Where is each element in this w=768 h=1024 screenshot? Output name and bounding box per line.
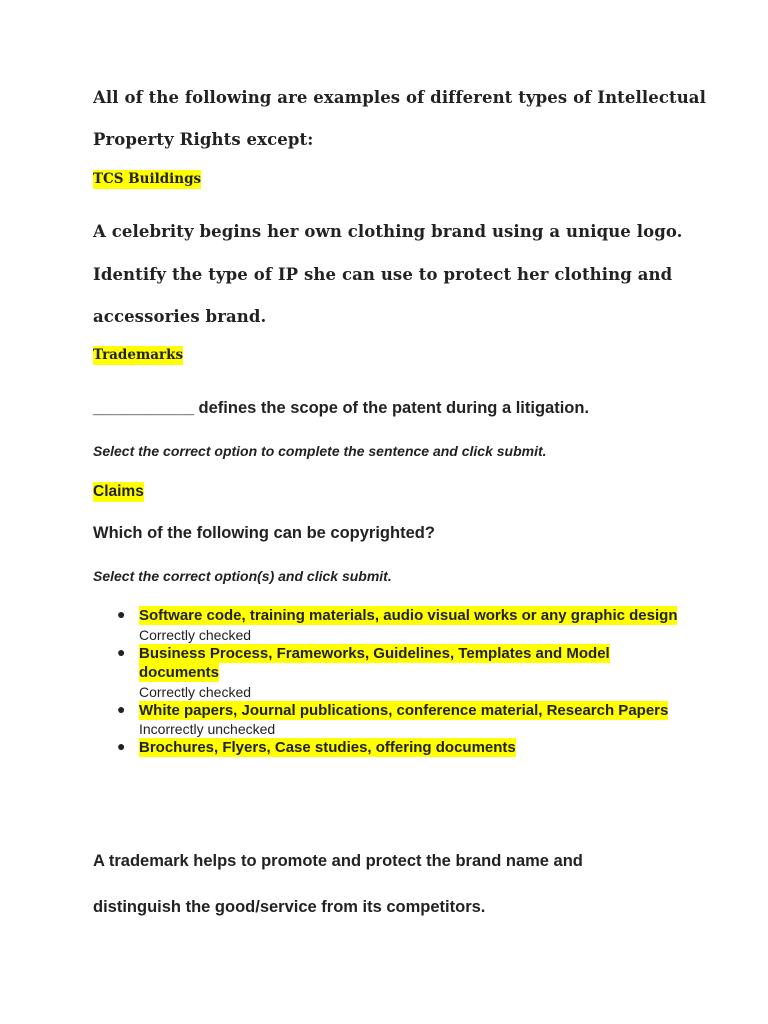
answer-3: [93, 483, 144, 501]
answer-2-highlight: Trademarks: [93, 347, 184, 363]
statement-5-line-1: A trademark helps to promote and protect the brand name and: [93, 852, 583, 870]
list-item: [93, 606, 693, 644]
question-1-line-1: All of the following are examples of different types of Intellectual: [93, 88, 706, 107]
answer-1: [93, 171, 201, 187]
bullet-icon: ●: [117, 740, 126, 755]
question-2-line-2: Identify the type of IP she can use to protect her clothing and: [93, 265, 673, 284]
list-item: [93, 738, 693, 758]
option-text: Brochures, Flyers, Case studies, offering documents: [139, 739, 516, 756]
question-2-line-3: accessories brand.: [93, 307, 267, 326]
answer-1-highlight: TCS Buildings: [93, 171, 202, 187]
option-text: Business Process, Frameworks, Guidelines, Templates and Model documents: [139, 644, 610, 681]
bullet-icon: ●: [117, 608, 126, 623]
list-item: [93, 701, 693, 739]
option-text: Software code, training materials, audio visual works or any graphic design: [139, 607, 678, 624]
option-status: Correctly checked: [139, 626, 252, 643]
question-3-instruction: Select the correct option to complete the sentence and click submit.: [93, 443, 547, 459]
bullet-icon: ●: [117, 702, 126, 718]
answer-3-highlight: Claims: [93, 483, 144, 500]
question-3: ___________ defines the scope of the patent during a litigation.: [93, 399, 590, 417]
options-list: [93, 606, 693, 758]
option-status: Correctly checked: [139, 683, 252, 700]
question-4-instruction: Select the correct option(s) and click submit.: [93, 568, 392, 584]
question-2-line-1: A celebrity begins her own clothing brand using a unique logo.: [93, 222, 683, 241]
answer-2: [93, 347, 183, 363]
list-item: [93, 644, 693, 701]
question-1-line-2: Property Rights except:: [93, 130, 314, 149]
option-status: Incorrectly unchecked: [139, 721, 276, 737]
bullet-icon: ●: [117, 645, 126, 661]
option-text: White papers, Journal publications, conference material, Research Papers: [139, 701, 669, 719]
question-4: Which of the following can be copyrighted?: [93, 524, 435, 542]
statement-5-line-2: distinguish the good/service from its competitors.: [93, 898, 486, 916]
